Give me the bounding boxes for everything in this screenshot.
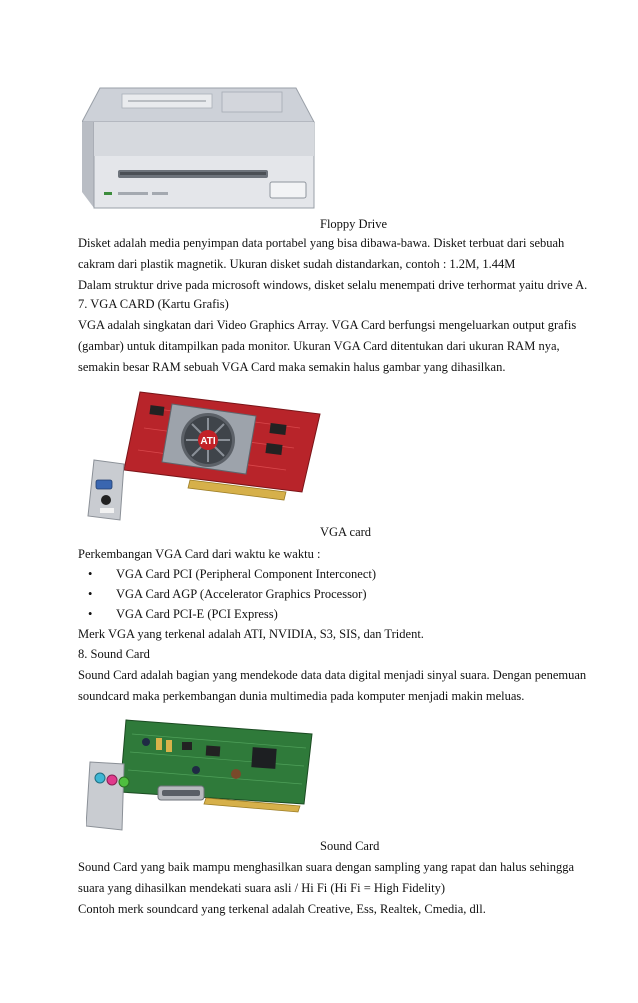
paragraph-vga-history: Perkembangan VGA Card dari waktu ke waktu : bbox=[78, 547, 321, 561]
paragraph-disket-line1: Disket adalah media penyimpan data portabel yang bisa dibawa-bawa. Disket terbuat dari sebuah bbox=[78, 236, 565, 250]
list-item bbox=[78, 584, 578, 604]
list-item-text: VGA Card PCI (Peripheral Component Interconect) bbox=[116, 567, 377, 581]
paragraph-vga-brands: Merk VGA yang terkenal adalah ATI, NVIDIA, S3, SIS, dan Trident. bbox=[78, 627, 424, 641]
bullet-glyph: • bbox=[88, 587, 93, 601]
bullet-glyph: • bbox=[88, 567, 93, 581]
sound-card-image bbox=[86, 712, 316, 832]
vga-card-image bbox=[80, 388, 326, 522]
list-item bbox=[78, 604, 578, 624]
figure-caption-floppy: Floppy Drive bbox=[320, 217, 388, 231]
paragraph-sound-quality-line2: suara yang dihasilkan mendekati suara asli / Hi Fi (Hi Fi = High Fidelity) bbox=[78, 881, 446, 895]
paragraph-sound-brands: Contoh merk soundcard yang terkenal adalah Creative, Ess, Realtek, Cmedia, dll. bbox=[78, 902, 486, 916]
heading-vga-card: 7. VGA CARD (Kartu Grafis) bbox=[78, 297, 229, 311]
paragraph-disket-line2: cakram dari plastik magnetik. Ukuran disket sudah distandarkan, contoh : 1.2M, 1.44M bbox=[78, 257, 516, 271]
list-item-text: VGA Card PCI-E (PCI Express) bbox=[116, 607, 278, 621]
list-item-text: VGA Card AGP (Accelerator Graphics Processor) bbox=[116, 587, 367, 601]
figure-caption-vga: VGA card bbox=[320, 525, 372, 539]
paragraph-vga-line1: VGA adalah singkatan dari Video Graphics Array. VGA Card berfungsi mengeluarkan output grafis bbox=[78, 318, 577, 332]
vga-types-list bbox=[78, 564, 578, 624]
bullet-glyph: • bbox=[88, 607, 93, 621]
paragraph-sound-quality-line1: Sound Card yang baik mampu menghasilkan suara dengan sampling yang rapat dan halus sehingga bbox=[78, 860, 575, 874]
list-item bbox=[78, 564, 578, 584]
paragraph-drive-a: Dalam struktur drive pada microsoft windows, disket selalu menempati drive terhormat yaitu drive A. bbox=[78, 278, 588, 292]
floppy-drive-image bbox=[82, 82, 318, 216]
paragraph-vga-line2: (gambar) untuk ditampilkan pada monitor. Ukuran VGA Card ditentukan dari ukuran RAM nya, bbox=[78, 339, 560, 353]
ati-logo-text: ATI bbox=[200, 436, 216, 447]
paragraph-vga-line3: semakin besar RAM sebuah VGA Card maka semakin halus gambar yang dihasilkan. bbox=[78, 360, 506, 374]
figure-caption-sound: Sound Card bbox=[320, 839, 380, 853]
paragraph-sound-line1: Sound Card adalah bagian yang mendekode data data digital menjadi sinyal suara. Dengan penemuan bbox=[78, 668, 587, 682]
paragraph-sound-line2: soundcard maka perkembangan dunia multimedia pada komputer menjadi makin meluas. bbox=[78, 689, 525, 703]
heading-sound-card: 8. Sound Card bbox=[78, 647, 150, 661]
